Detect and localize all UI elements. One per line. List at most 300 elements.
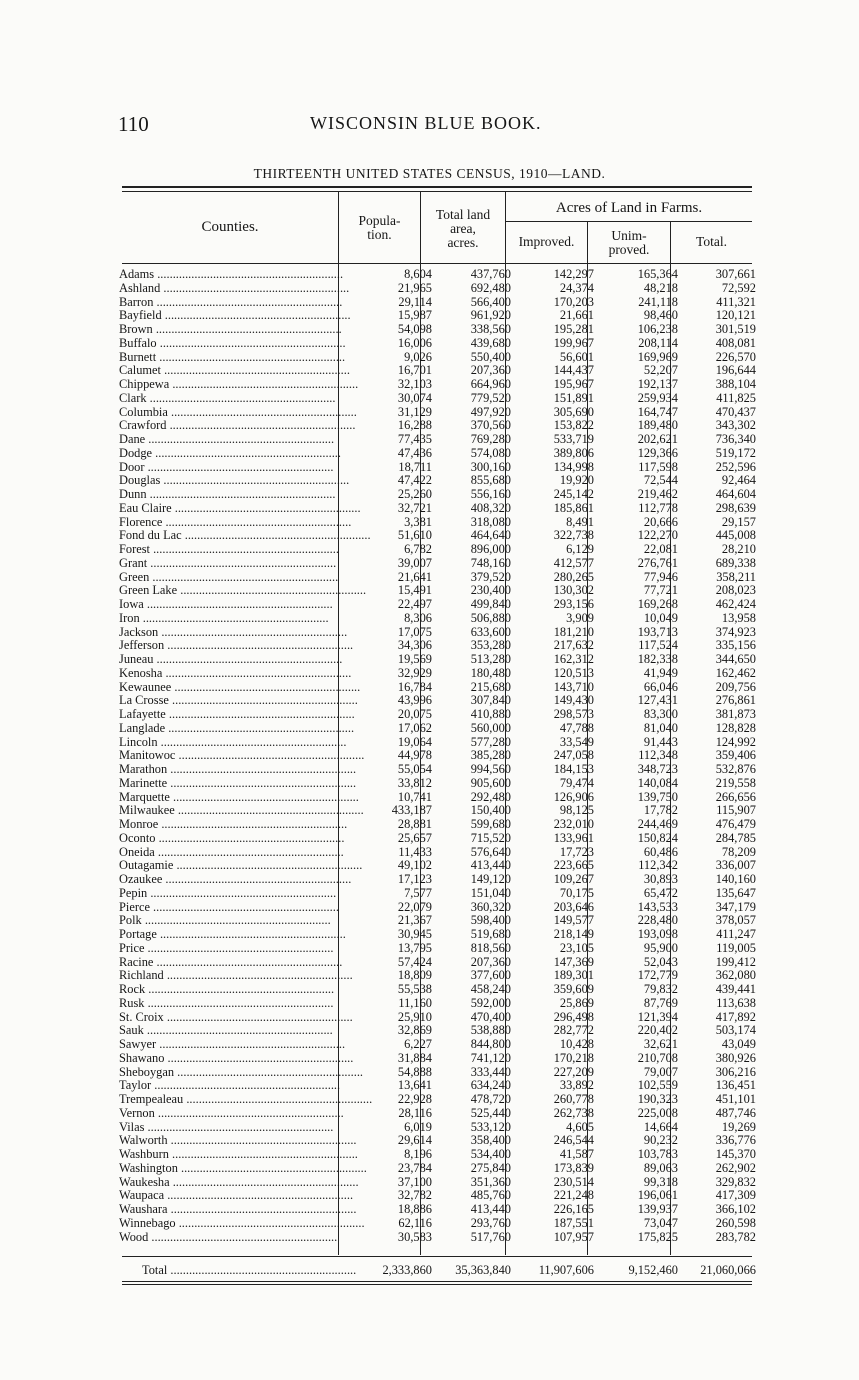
table-row	[116, 681, 756, 695]
table-row	[116, 1189, 756, 1203]
population: 17,123	[397, 872, 432, 886]
improved-acres: 181,210	[553, 624, 594, 639]
land-area: 333,440	[470, 1064, 511, 1079]
population: 34,306	[397, 638, 432, 653]
table-row	[116, 901, 756, 915]
improved-acres: 144,437	[553, 363, 594, 378]
table-top-rule-thin	[122, 191, 752, 192]
farm-acres-total: 135,647	[715, 885, 756, 900]
population: 28,881	[397, 817, 432, 831]
improved-acres: 185,861	[553, 500, 594, 515]
unimproved-acres: 102,559	[637, 1078, 678, 1093]
county-name: Oneida ............................................................	[119, 844, 344, 859]
land-area: 633,600	[470, 624, 511, 639]
table-row	[116, 859, 756, 873]
unimproved-acres: 121,394	[637, 1009, 678, 1024]
farm-acres-total: 199,412	[715, 954, 756, 969]
population: 10,741	[397, 789, 432, 804]
farm-acres-total: 336,776	[715, 1133, 756, 1148]
land-area: 634,240	[470, 1078, 511, 1093]
improved-acres: 246,544	[553, 1133, 594, 1148]
county-name: Iowa ............................................................	[119, 597, 333, 611]
unimproved-acres: 150,824	[637, 830, 678, 845]
population: 32,103	[397, 377, 432, 391]
unimproved-acres: 112,348	[638, 748, 678, 763]
land-area: 215,680	[470, 679, 511, 694]
population: 9,026	[404, 349, 432, 364]
improved-acres: 262,738	[553, 1105, 594, 1120]
table-row	[116, 1231, 756, 1245]
unimproved-acres: 196,061	[637, 1188, 678, 1203]
unimproved-acres: 143,533	[637, 899, 678, 914]
county-name: Jackson ............................................................	[119, 624, 348, 639]
population: 6,782	[404, 542, 432, 556]
land-area: 533,120	[470, 1119, 511, 1134]
land-area: 230,400	[470, 583, 511, 598]
population: 15,987	[397, 308, 432, 323]
land-area: 741,120	[470, 1050, 511, 1065]
table-row	[116, 571, 756, 585]
county-name: Marinette ............................................................	[119, 775, 357, 790]
unimproved-acres: 32,621	[643, 1037, 678, 1051]
unimproved-acres: 98,460	[643, 308, 678, 323]
farm-acres-total: 219,558	[715, 775, 756, 790]
unimproved-acres: 81,040	[643, 720, 678, 735]
improved-acres: 217,632	[553, 638, 594, 653]
farm-acres-total: 260,598	[715, 1215, 756, 1230]
population: 17,062	[397, 720, 432, 735]
table-row	[116, 296, 756, 310]
unimproved-acres: 193,713	[637, 624, 678, 639]
improved-acres: 149,430	[553, 693, 594, 708]
county-name: Waukesha ............................................................	[119, 1174, 359, 1189]
farm-acres-total: 284,785	[715, 830, 756, 845]
county-name: Langlade ............................................................	[119, 720, 355, 735]
farm-acres-total: 266,656	[715, 789, 756, 804]
unimproved-acres: 106,238	[637, 322, 678, 336]
unimproved-acres: 112,342	[638, 858, 678, 873]
improved-acres: 134,998	[553, 459, 594, 474]
county-name: Chippewa ............................................................	[119, 377, 359, 391]
population: 33,812	[397, 775, 432, 790]
improved-acres: 6,129	[566, 542, 594, 556]
table-row	[116, 584, 756, 598]
farm-acres-total: 362,080	[715, 968, 756, 983]
farm-acres-total: 532,876	[715, 762, 756, 776]
unimproved-acres: 20,666	[643, 514, 678, 529]
running-title: WISCONSIN BLUE BOOK.	[310, 113, 542, 133]
unimproved-acres: 192,137	[637, 377, 678, 391]
header-bottom-rule	[122, 263, 752, 264]
total-label: Total ............................................................	[142, 1263, 357, 1277]
land-area: 351,360	[470, 1174, 511, 1189]
population: 13,641	[397, 1078, 432, 1093]
header-population-line: tion.	[367, 227, 392, 242]
table-row	[116, 323, 756, 337]
population: 3,381	[404, 514, 432, 529]
county-name: Winnebago ............................................................	[119, 1215, 365, 1230]
improved-acres: 203,646	[553, 899, 594, 914]
improved-acres: 305,690	[553, 404, 594, 419]
table-row	[116, 543, 756, 557]
county-name: La Crosse ............................................................	[119, 693, 358, 708]
farm-acres-total: 344,650	[715, 652, 756, 666]
improved-acres: 298,573	[553, 707, 594, 721]
county-name: Jefferson ............................................................	[119, 638, 354, 653]
header-counties: Counties.	[201, 219, 259, 235]
county-name: Ashland ............................................................	[119, 280, 350, 295]
table-top-rule	[122, 186, 752, 188]
population: 62,116	[398, 1215, 432, 1230]
improved-acres: 153,822	[553, 418, 594, 433]
county-name: Columbia ............................................................	[119, 404, 357, 419]
table-body	[116, 268, 756, 1244]
farm-acres-total: 380,926	[715, 1050, 756, 1065]
unimproved-acres: 14,664	[643, 1119, 678, 1134]
table-row	[116, 1066, 756, 1080]
improved-acres: 223,665	[553, 858, 594, 873]
farm-acres-total: 388,104	[715, 377, 756, 391]
population: 31,129	[397, 404, 432, 419]
farm-acres-total: 378,057	[715, 913, 756, 928]
farm-acres-total: 470,437	[715, 404, 756, 419]
county-name: Clark ............................................................	[119, 390, 336, 405]
land-area: 599,680	[470, 817, 511, 831]
land-area: 385,280	[470, 748, 511, 763]
table-row	[116, 763, 756, 777]
county-name: Waushara ............................................................	[119, 1202, 357, 1216]
population: 29,114	[398, 294, 432, 309]
county-name: Green Lake ............................................................	[119, 583, 367, 598]
population: 6,227	[404, 1037, 432, 1051]
unimproved-acres: 65,472	[643, 885, 678, 900]
population: 16,006	[397, 335, 432, 350]
table-row	[116, 749, 756, 763]
improved-acres: 170,203	[553, 294, 594, 309]
land-area: 410,880	[470, 707, 511, 721]
farm-acres-total: 298,639	[715, 500, 756, 515]
population: 51,610	[397, 528, 432, 543]
total-top-rule	[122, 1256, 752, 1257]
improved-acres: 10,428	[559, 1037, 594, 1051]
table-row	[116, 502, 756, 516]
county-name: Washington ............................................................	[119, 1160, 367, 1175]
improved-acres: 23,105	[559, 940, 594, 955]
table-row	[116, 639, 756, 653]
farm-acres-total: 29,157	[721, 514, 756, 529]
land-area: 779,520	[470, 390, 511, 405]
farm-acres-total: 381,873	[715, 707, 756, 721]
improved-acres: 151,891	[553, 390, 594, 405]
land-area: 715,520	[470, 830, 511, 845]
county-name: Door ............................................................	[119, 459, 334, 474]
farm-acres-total: 417,892	[715, 1009, 756, 1024]
population: 18,711	[398, 459, 432, 474]
land-area: 769,280	[470, 432, 511, 446]
population: 32,869	[397, 1023, 432, 1038]
farm-acres-total: 411,247	[716, 927, 756, 941]
farm-acres-total: 276,861	[715, 693, 756, 708]
land-area: 300,160	[470, 459, 511, 474]
land-area: 538,880	[470, 1023, 511, 1038]
population: 30,074	[397, 390, 432, 405]
population: 54,098	[397, 322, 432, 336]
unimproved-acres: 189,480	[637, 418, 678, 433]
table-row	[116, 447, 756, 461]
county-name: Vilas ............................................................	[119, 1119, 334, 1134]
farm-acres-total: 374,923	[715, 624, 756, 639]
improved-acres: 109,267	[553, 872, 594, 886]
unimproved-acres: 139,937	[637, 1202, 678, 1216]
table-row	[116, 653, 756, 667]
land-area: 464,640	[470, 528, 511, 543]
population: 15,491	[397, 583, 432, 598]
header-total: Total.	[696, 234, 727, 249]
farm-acres-total: 306,216	[715, 1064, 756, 1079]
land-area: 377,600	[470, 968, 511, 983]
land-area: 353,280	[470, 638, 511, 653]
table-bottom-rule-thin	[122, 1284, 752, 1285]
farm-acres-total: 411,825	[716, 390, 756, 405]
land-area: 470,400	[470, 1009, 511, 1024]
population: 32,929	[397, 665, 432, 680]
land-area: 556,160	[470, 487, 511, 501]
county-name: Shawano ............................................................	[119, 1050, 354, 1065]
improved-acres: 260,778	[553, 1092, 594, 1106]
land-area: 207,360	[470, 363, 511, 378]
header-total-land-line: acres.	[447, 235, 479, 250]
county-name: Richland ............................................................	[119, 968, 353, 983]
farm-acres-total: 503,174	[715, 1023, 756, 1038]
farm-acres-total: 445,008	[715, 528, 756, 543]
county-name: Dunn ............................................................	[119, 487, 336, 501]
county-name: Brown ............................................................	[119, 322, 342, 336]
unimproved-acres: 99,318	[643, 1174, 678, 1189]
improved-acres: 126,906	[553, 789, 594, 804]
land-area: 485,760	[470, 1188, 511, 1203]
county-name: Washburn ............................................................	[119, 1147, 358, 1161]
improved-acres: 79,474	[559, 775, 594, 790]
farm-acres-total: 476,479	[715, 817, 756, 831]
table-row	[116, 1162, 756, 1176]
improved-acres: 19,920	[559, 473, 594, 488]
county-name: Vernon ............................................................	[119, 1105, 344, 1120]
improved-acres: 130,302	[553, 583, 594, 598]
county-name: Bayfield ............................................................	[119, 308, 351, 323]
unimproved-acres: 22,081	[643, 542, 678, 556]
unimproved-acres: 73,047	[643, 1215, 678, 1230]
land-area: 439,680	[470, 335, 511, 350]
table-row	[116, 1217, 756, 1231]
table-row	[116, 736, 756, 750]
unimproved-acres: 169,268	[637, 597, 678, 611]
unimproved-acres: 60,486	[643, 844, 678, 859]
land-area: 499,840	[470, 597, 511, 611]
population: 16,288	[397, 418, 432, 433]
unimproved-acres: 10,049	[643, 610, 678, 625]
county-name: Ozaukee ............................................................	[119, 872, 352, 886]
improved-acres: 226,165	[553, 1202, 594, 1216]
land-area: 437,760	[470, 267, 511, 281]
unimproved-acres: 72,544	[643, 473, 678, 488]
farm-acres-total: 335,156	[715, 638, 756, 653]
table-row	[116, 557, 756, 571]
header-farms-group: Acres of Land in Farms.	[555, 200, 703, 216]
improved-acres: 293,156	[553, 597, 594, 611]
population: 47,436	[397, 445, 432, 460]
land-area: 574,080	[470, 445, 511, 460]
farm-acres-total: 439,441	[715, 982, 756, 996]
county-name: Rock ............................................................	[119, 982, 335, 996]
improved-acres: 218,149	[553, 927, 594, 941]
land-area: 292,480	[470, 789, 511, 804]
table-row	[116, 1052, 756, 1066]
county-name: Calumet ............................................................	[119, 363, 350, 378]
unimproved-acres: 79,832	[643, 982, 678, 996]
table-row	[116, 1107, 756, 1121]
land-area: 818,560	[470, 940, 511, 955]
county-name: Oconto ............................................................	[119, 830, 345, 845]
unimproved-acres: 17,782	[643, 803, 678, 818]
total-row	[116, 1262, 756, 1278]
header-total-land-line: area,	[450, 221, 476, 236]
improved-acres: 170,218	[553, 1050, 594, 1065]
farm-acres-total: 115,907	[716, 803, 756, 818]
population: 6,019	[404, 1119, 432, 1134]
population: 29,614	[397, 1133, 432, 1148]
improved-acres: 232,010	[553, 817, 594, 831]
improved-acres: 33,892	[559, 1078, 594, 1093]
table-row	[116, 914, 756, 928]
farm-acres-total: 519,172	[715, 445, 756, 460]
farm-acres-total: 43,049	[721, 1037, 756, 1051]
farm-acres-total: 451,101	[715, 1092, 756, 1106]
unimproved-acres: 190,323	[637, 1092, 678, 1106]
county-name: Marquette ............................................................	[119, 789, 359, 804]
county-name: Sauk ............................................................	[119, 1023, 333, 1038]
land-area: 896,000	[470, 542, 511, 556]
improved-acres: 56,601	[559, 349, 594, 364]
county-name: Manitowoc ............................................................	[119, 748, 365, 763]
table-row	[116, 818, 756, 832]
population: 18,809	[397, 968, 432, 983]
table-row	[116, 516, 756, 530]
land-area: 478,720	[470, 1092, 511, 1106]
header-population	[339, 214, 420, 242]
unimproved-acres: 219,462	[637, 487, 678, 501]
table-row	[116, 1176, 756, 1190]
population: 37,100	[397, 1174, 432, 1189]
header-total-land-line: Total land	[435, 207, 491, 222]
unimproved-acres: 172,779	[637, 968, 678, 983]
table-row	[116, 1011, 756, 1025]
land-area: 413,440	[470, 1202, 511, 1216]
county-name: Portage ............................................................	[119, 927, 346, 941]
county-name: Lafayette ............................................................	[119, 707, 355, 721]
table-caption: THIRTEENTH UNITED STATES CENSUS, 1910—LAND.	[253, 166, 606, 181]
population: 25,260	[397, 487, 432, 501]
farm-acres-total: 140,160	[715, 872, 756, 886]
county-name: Outagamie ............................................................	[119, 858, 363, 873]
unimproved-acres: 48,218	[643, 280, 678, 295]
land-area: 566,400	[470, 294, 511, 309]
improved-acres: 33,549	[559, 734, 594, 749]
unimproved-acres: 103,783	[637, 1147, 678, 1161]
unimproved-acres: 117,598	[638, 459, 678, 474]
land-area: 598,400	[470, 913, 511, 928]
table-row	[116, 1079, 756, 1093]
unimproved-acres: 140,084	[637, 775, 678, 790]
farm-acres-total: 19,269	[721, 1119, 756, 1134]
unimproved-acres: 79,007	[643, 1064, 678, 1079]
county-name: Buffalo ............................................................	[119, 335, 346, 350]
table-row	[116, 846, 756, 860]
unimproved-acres: 220,402	[637, 1023, 678, 1038]
land-area: 275,840	[470, 1160, 511, 1175]
population: 22,928	[397, 1092, 432, 1106]
land-area: 513,280	[470, 652, 511, 666]
farm-acres-total: 196,644	[715, 363, 756, 378]
county-name: Crawford ............................................................	[119, 418, 356, 433]
farm-acres-total: 28,210	[721, 542, 756, 556]
county-name: Dane ............................................................	[119, 432, 335, 446]
unimproved-acres: 164,747	[637, 404, 678, 419]
land-area: 497,920	[470, 404, 511, 419]
farm-acres-total: 343,302	[715, 418, 756, 433]
unimproved-acres: 112,778	[638, 500, 678, 515]
farm-acres-total: 689,338	[715, 555, 756, 570]
farm-acres-total: 347,179	[715, 899, 756, 914]
table-row	[116, 694, 756, 708]
unimproved-acres: 117,524	[638, 638, 678, 653]
farm-acres-total: 78,209	[721, 844, 756, 859]
table-row	[116, 928, 756, 942]
population: 23,784	[397, 1160, 432, 1175]
page-number: 110	[118, 112, 149, 136]
population: 25,657	[397, 830, 432, 845]
land-area: 664,960	[470, 377, 511, 391]
farm-acres-total: 13,958	[721, 610, 756, 625]
farm-acres-total: 408,081	[715, 335, 756, 350]
table-row	[116, 804, 756, 818]
unimproved-acres: 225,008	[637, 1105, 678, 1120]
table-row	[116, 1203, 756, 1217]
improved-acres: 17,723	[559, 844, 594, 859]
farm-acres-total: 252,596	[715, 459, 756, 474]
county-name: Iron ............................................................	[119, 610, 329, 625]
farm-acres-total: 92,464	[721, 473, 756, 488]
population: 32,721	[397, 500, 432, 515]
table-row	[116, 956, 756, 970]
table-row	[116, 392, 756, 406]
population: 21,367	[397, 913, 432, 928]
farm-acres-total: 208,023	[715, 583, 756, 598]
county-name: Green ............................................................	[119, 569, 339, 584]
table-row	[116, 667, 756, 681]
land-area: 519,680	[470, 927, 511, 941]
land-area: 150,400	[470, 803, 511, 818]
table-row	[116, 832, 756, 846]
improved-acres: 245,142	[553, 487, 594, 501]
unimproved-acres: 175,825	[637, 1229, 678, 1244]
farm-acres-total: 119,005	[716, 940, 756, 955]
improved-acres: 24,374	[559, 280, 594, 295]
unimproved-acres: 193,098	[637, 927, 678, 941]
unimproved-acres: 90,232	[643, 1133, 678, 1148]
county-name: Taylor ............................................................	[119, 1078, 341, 1093]
improved-acres: 162,312	[553, 652, 594, 666]
unimproved-acres: 127,431	[637, 693, 678, 708]
